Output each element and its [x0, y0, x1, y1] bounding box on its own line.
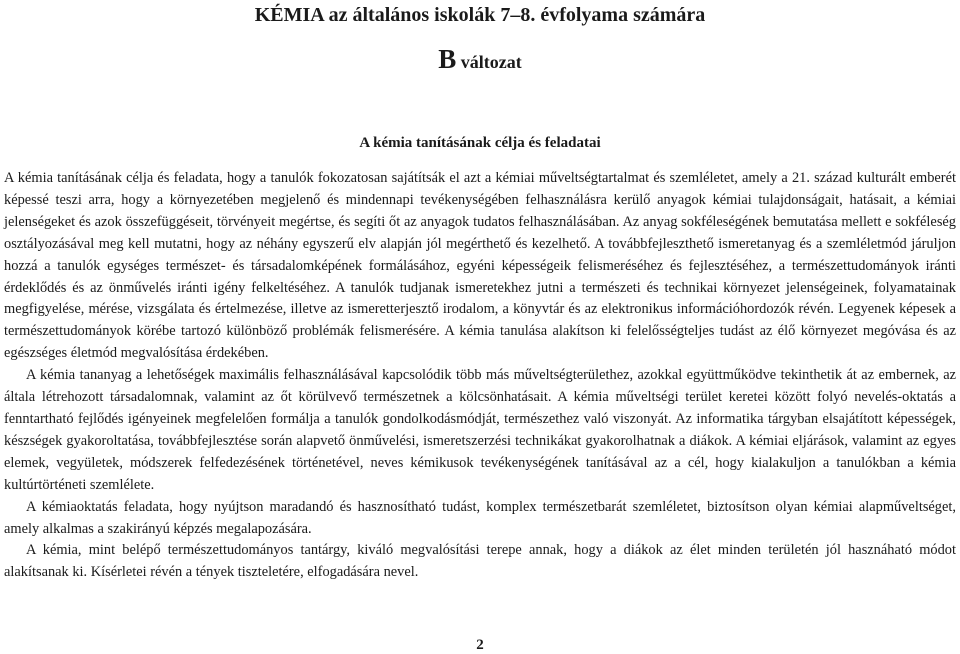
paragraph-2: A kémia tananyag a lehetőségek maximális felhasználásával kapcsolódik több más műveltségterülethez, azokkal együttműködve tekinthetik át az embernek, az általa létrehozott társadalomnak, valamint az őt körülvevő természetnek a kölcsönhatásait. A kémia műveltségi terület keretei között folyó nevelés-oktatás a fenntartható fejlődés igényeinek megfelelően formálja a tanulók gondolkodásmódját, természethez való viszonyát. Az informatika tárgyban elsajátított képességek, készségek gyakoroltatása, továbbfejlesztése során alapvető önművelési, ismeretszerzési technikákat gyakorolhatnak a diákok. A kémiai eljárások, valamint az egyes elemek, vegyületek, módszerek felfedezésének történetével, neves kémikusok tevékenységének tanításával az a cél, hogy kialakuljon a tanulókban a kémia kultúrtörténeti szemlélete. — [4, 367, 956, 493]
section-heading: A kémia tanításának célja és feladatai — [359, 135, 601, 151]
version-heading — [4, 43, 956, 80]
paragraph-1: A kémia tanításának célja és feladata, hogy a tanulók fokozatosan sajátítsák el azt a kémiai műveltségtartalmat és szemléletet, amely a 21. század kulturált emberét képessé teszi arra, hogy a környezetében megjelenő és mindennapi tevékenységében felhasználásra kerülő anyagok kémiai tulajdonságait, hatásait, a kémiai jelenségeket és azok összefüggéseit, törvényeit megértse, és segíti őt az anyagok tudatos felhasználásában. Az anyag sokféleségének bemutatása mellett e sokféleség osztályozásával meg kell mutatni, hogy az néhány egyszerű elv alapján jól megérthető és kezelhető. A továbbfejleszthető ismeretanyag és a szemléletmód járuljon hozzá a tanulók egységes természet- és társadalomképének formálásához, egyéni képességeik felismeréséhez és fejlesztéséhez, a természettudományok iránti érdeklődés és az önművelés iránti igény felkeltéséhez. A tanulók tudjanak ismeretekhez jutni a természeti és technikai környezet jelenségeinek, folyamatainak megfigyelése, mérése, vizsgálata és értelmezése, illetve az ismeretterjesztő irodalom, a könyvtár és az elektronikus információhordozók révén. Legyenek képesek a természettudományok körébe tartozó különböző problémák felismerésére. A kémia tanulása alakítson ki felelősségteljes tudást az élő környezet megóvása és az egészséges életmód megvalósítása érdekében. — [4, 170, 956, 362]
body-text — [4, 168, 956, 584]
page-number: 2 — [476, 637, 484, 653]
version-label: változat — [456, 52, 522, 72]
version-letter: B — [438, 44, 457, 74]
paragraph-4: A kémia, mint belépő természettudományos tantárgy, kiváló megvalósítási terepe annak, hogy a diákok az élet minden területén jól hasznáható módot alakítsanak ki. Kísérletei révén a tények tiszteletére, elfogadására nevel. — [4, 542, 956, 581]
document-title: KÉMIA az általános iskolák 7–8. évfolyama számára — [254, 4, 706, 26]
paragraph-3: A kémiaoktatás feladata, hogy nyújtson maradandó és hasznosítható tudást, komplex természetbarát szemléletet, biztosítson olyan kémiai alapműveltséget, amely alkalmas a szakirányú képzés megalapozására. — [4, 498, 956, 537]
